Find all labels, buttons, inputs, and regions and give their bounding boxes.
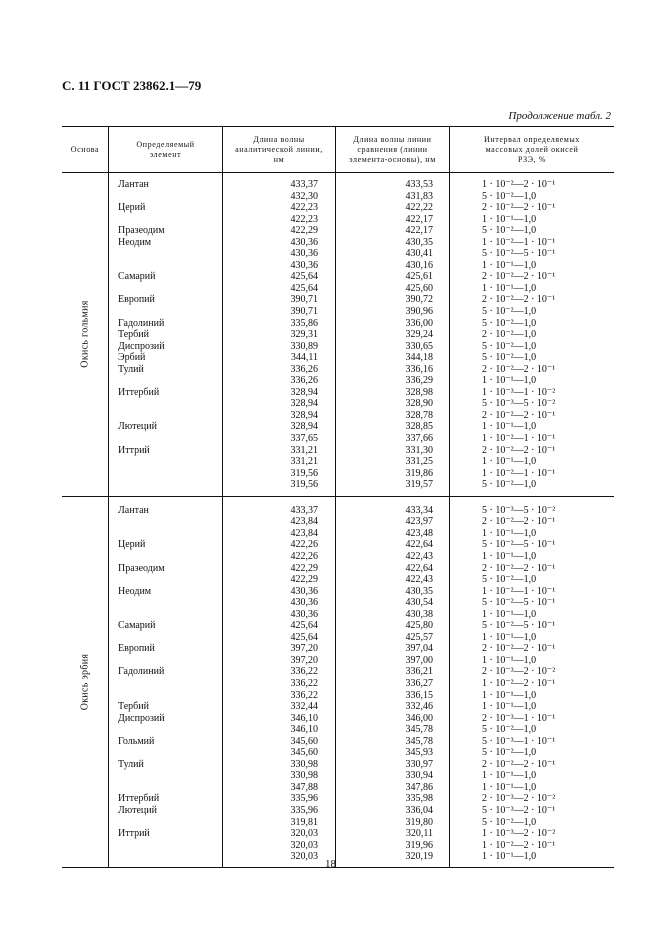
- comparison-wavelength: 344,18: [405, 352, 433, 364]
- element-name: Лантан: [118, 179, 149, 190]
- table-row: [62, 701, 614, 713]
- concentration-interval: 2 · 10⁻²—2 · 10⁻¹: [482, 643, 556, 655]
- analytical-wavelength: 422,29: [290, 562, 318, 574]
- concentration-interval: 2 · 10⁻²—2 · 10⁻¹: [482, 516, 556, 528]
- comparison-wavelength: 347,86: [405, 781, 433, 793]
- comparison-wavelength: 397,00: [405, 654, 433, 666]
- analytical-wavelength: 423,84: [290, 516, 318, 528]
- analytical-wavelength: 345,60: [290, 747, 318, 759]
- concentration-interval: 1 · 10⁻¹—1,0: [482, 608, 537, 620]
- concentration-interval: 1 · 10⁻³—1 · 10⁻²: [482, 386, 556, 398]
- table-row: [62, 456, 614, 468]
- table-row: [62, 260, 614, 272]
- data-table: [62, 126, 614, 868]
- analytical-wavelength: 330,98: [290, 770, 318, 782]
- table-row: [62, 179, 614, 191]
- table-row: [62, 747, 614, 759]
- concentration-interval: 2 · 10⁻²—2 · 10⁻¹: [482, 562, 556, 574]
- concentration-interval: 5 · 10⁻²—1,0: [482, 190, 537, 202]
- concentration-interval: 1 · 10⁻²—2 · 10⁻¹: [482, 179, 556, 190]
- element-name: Лютеций: [118, 421, 157, 433]
- comparison-wavelength: 423,48: [405, 527, 433, 539]
- comparison-wavelength: 331,25: [405, 456, 433, 468]
- table-row: [62, 505, 614, 517]
- element-name: Иттрий: [118, 828, 150, 840]
- element-name: Тербий: [118, 701, 149, 713]
- comparison-wavelength: 328,90: [405, 398, 433, 410]
- comparison-wavelength: 330,65: [405, 340, 433, 352]
- concentration-interval: 5 · 10⁻³—5 · 10⁻²: [482, 504, 556, 516]
- element-name: Празеодим: [118, 225, 165, 237]
- page-number: 18: [325, 858, 336, 870]
- concentration-interval: 2 · 10⁻²—2 · 10⁻¹: [482, 758, 556, 770]
- concentration-interval: 2 · 10⁻³—1 · 10⁻¹: [482, 712, 556, 724]
- analytical-wavelength: 335,96: [290, 804, 318, 816]
- comparison-wavelength: 425,61: [405, 271, 433, 283]
- analytical-wavelength: 346,10: [290, 712, 318, 724]
- concentration-interval: 1 · 10⁻¹—1,0: [482, 456, 537, 468]
- analytical-wavelength: 344,11: [290, 352, 318, 364]
- concentration-interval: 2 · 10⁻²—2 · 10⁻¹: [482, 409, 556, 421]
- concentration-interval: 1 · 10⁻¹—1,0: [482, 375, 537, 387]
- table-row: [62, 770, 614, 782]
- element-name: Тулий: [118, 363, 144, 375]
- analytical-wavelength: 430,36: [290, 236, 318, 248]
- analytical-wavelength: 336,26: [290, 375, 318, 387]
- column-header-comparison-line: Длина волны линии сравнения (линии элемента-основы), нм: [349, 134, 436, 164]
- element-name: Гадолиний: [118, 317, 165, 329]
- comparison-wavelength: 337,66: [405, 433, 433, 445]
- table-row: [62, 516, 614, 528]
- concentration-interval: 5 · 10⁻²—5 · 10⁻¹: [482, 620, 556, 632]
- concentration-interval: 5 · 10⁻²—1,0: [482, 306, 537, 318]
- analytical-wavelength: 336,26: [290, 363, 318, 375]
- concentration-interval: 5 · 10⁻³—5 · 10⁻²: [482, 398, 556, 410]
- table-section: [62, 173, 614, 497]
- table-row: [62, 433, 614, 445]
- comparison-wavelength: 319,57: [405, 479, 433, 491]
- table-row: [62, 840, 614, 852]
- table-row: [62, 364, 614, 376]
- concentration-interval: 1 · 10⁻¹—1,0: [482, 282, 537, 294]
- table-row: [62, 678, 614, 690]
- element-name: Неодим: [118, 236, 152, 248]
- element-name: Празеодим: [118, 562, 165, 574]
- table-row: [62, 202, 614, 214]
- table-row: [62, 828, 614, 840]
- comparison-wavelength: 319,96: [405, 839, 433, 851]
- comparison-wavelength: 336,21: [405, 666, 433, 678]
- analytical-wavelength: 331,21: [290, 456, 318, 468]
- element-name: Неодим: [118, 585, 152, 597]
- analytical-wavelength: 336,22: [290, 677, 318, 689]
- element-name: Самарий: [118, 620, 156, 632]
- table-continuation-note: Продолжение табл. 2: [508, 110, 611, 122]
- concentration-interval: 5 · 10⁻³—2 · 10⁻¹: [482, 804, 556, 816]
- analytical-wavelength: 433,37: [290, 179, 318, 190]
- comparison-wavelength: 422,17: [405, 213, 433, 225]
- concentration-interval: 1 · 10⁻¹—1,0: [482, 701, 537, 713]
- concentration-interval: 2 · 10⁻²—2 · 10⁻¹: [482, 363, 556, 375]
- analytical-wavelength: 422,23: [290, 202, 318, 214]
- comparison-wavelength: 430,35: [405, 585, 433, 597]
- analytical-wavelength: 425,64: [290, 620, 318, 632]
- concentration-interval: 2 · 10⁻²—2 · 10⁻¹: [482, 202, 556, 214]
- comparison-wavelength: 390,72: [405, 294, 433, 306]
- comparison-wavelength: 345,78: [405, 724, 433, 736]
- table-row: [62, 666, 614, 678]
- comparison-wavelength: 329,24: [405, 329, 433, 341]
- concentration-interval: 1 · 10⁻²—2 · 10⁻¹: [482, 839, 556, 851]
- analytical-wavelength: 345,60: [290, 735, 318, 747]
- analytical-wavelength: 328,94: [290, 421, 318, 433]
- table-row: [62, 410, 614, 422]
- element-name: Европий: [118, 294, 155, 306]
- page-header: С. 11 ГОСТ 23862.1—79: [62, 78, 202, 93]
- table-row: [62, 248, 614, 260]
- analytical-wavelength: 331,21: [290, 444, 318, 456]
- analytical-wavelength: 432,30: [290, 190, 318, 202]
- concentration-interval: 1 · 10⁻²—2 · 10⁻¹: [482, 677, 556, 689]
- table-row: [62, 191, 614, 203]
- comparison-wavelength: 331,30: [405, 444, 433, 456]
- analytical-wavelength: 430,36: [290, 608, 318, 620]
- element-name: Тулий: [118, 758, 144, 770]
- table-row: [62, 271, 614, 283]
- analytical-wavelength: 337,65: [290, 433, 318, 445]
- concentration-interval: 5 · 10⁻²—1,0: [482, 225, 537, 237]
- element-name: Диспрозий: [118, 340, 165, 352]
- element-name: Гадолиний: [118, 666, 165, 678]
- table-row: [62, 574, 614, 586]
- analytical-wavelength: 430,36: [290, 585, 318, 597]
- table-row: [62, 690, 614, 702]
- comparison-wavelength: 430,41: [405, 248, 433, 260]
- analytical-wavelength: 329,31: [290, 329, 318, 341]
- table-row: [62, 237, 614, 249]
- concentration-interval: 5 · 10⁻²—1,0: [482, 747, 537, 759]
- concentration-interval: 1 · 10⁻²—1 · 10⁻¹: [482, 467, 556, 479]
- element-name: Эрбий: [118, 352, 146, 364]
- table-row: [62, 318, 614, 330]
- analytical-wavelength: 425,64: [290, 282, 318, 294]
- table-row: [62, 609, 614, 621]
- analytical-wavelength: 335,86: [290, 317, 318, 329]
- concentration-interval: 1 · 10⁻¹—1,0: [482, 421, 537, 433]
- table-row: [62, 294, 614, 306]
- concentration-interval: 5 · 10⁻²—5 · 10⁻¹: [482, 597, 556, 609]
- base-material-label: Окись эрбия: [79, 653, 91, 711]
- comparison-wavelength: 422,22: [405, 202, 433, 214]
- element-name: Иттрий: [118, 444, 150, 456]
- concentration-interval: 1 · 10⁻¹—1,0: [482, 550, 537, 562]
- comparison-wavelength: 336,15: [405, 689, 433, 701]
- comparison-wavelength: 430,35: [405, 236, 433, 248]
- analytical-wavelength: 328,94: [290, 409, 318, 421]
- comparison-wavelength: 328,78: [405, 409, 433, 421]
- concentration-interval: 2 · 10⁻³—2 · 10⁻²: [482, 793, 556, 805]
- comparison-wavelength: 422,43: [405, 574, 433, 586]
- analytical-wavelength: 422,23: [290, 213, 318, 225]
- comparison-wavelength: 430,54: [405, 597, 433, 609]
- element-name: Гольмий: [118, 735, 155, 747]
- table-row: [62, 445, 614, 457]
- table-row: [62, 551, 614, 563]
- analytical-wavelength: 320,03: [290, 851, 318, 863]
- table-row: [62, 563, 614, 575]
- concentration-interval: 1 · 10⁻²—1 · 10⁻¹: [482, 585, 556, 597]
- comparison-wavelength: 397,04: [405, 643, 433, 655]
- comparison-wavelength: 422,43: [405, 550, 433, 562]
- analytical-wavelength: 433,37: [290, 504, 318, 516]
- analytical-wavelength: 319,56: [290, 479, 318, 491]
- table-row: [62, 421, 614, 433]
- element-name: Лантан: [118, 504, 149, 516]
- concentration-interval: 2 · 10⁻²—2 · 10⁻¹: [482, 271, 556, 283]
- concentration-interval: 5 · 10⁻²—1,0: [482, 574, 537, 586]
- concentration-interval: 2 · 10⁻²—2 · 10⁻¹: [482, 294, 556, 306]
- table-row: [62, 793, 614, 805]
- comparison-wavelength: 330,94: [405, 770, 433, 782]
- comparison-wavelength: 345,93: [405, 747, 433, 759]
- table-row: [62, 586, 614, 598]
- comparison-wavelength: 336,00: [405, 317, 433, 329]
- table-row: [62, 468, 614, 480]
- analytical-wavelength: 320,03: [290, 839, 318, 851]
- table-row: [62, 724, 614, 736]
- concentration-interval: 5 · 10⁻²—1,0: [482, 317, 537, 329]
- analytical-wavelength: 430,36: [290, 248, 318, 260]
- comparison-wavelength: 336,29: [405, 375, 433, 387]
- comparison-wavelength: 430,38: [405, 608, 433, 620]
- analytical-wavelength: 319,81: [290, 816, 318, 828]
- analytical-wavelength: 347,88: [290, 781, 318, 793]
- analytical-wavelength: 328,94: [290, 386, 318, 398]
- concentration-interval: 1 · 10⁻¹—1,0: [482, 213, 537, 225]
- comparison-wavelength: 328,98: [405, 386, 433, 398]
- concentration-interval: 1 · 10⁻¹—1,0: [482, 631, 537, 643]
- table-header: [62, 126, 614, 173]
- concentration-interval: 1 · 10⁻¹—1,0: [482, 259, 537, 271]
- element-name: Иттербий: [118, 793, 160, 805]
- comparison-wavelength: 423,97: [405, 516, 433, 528]
- concentration-interval: 5 · 10⁻²—5 · 10⁻¹: [482, 248, 556, 260]
- comparison-wavelength: 320,19: [405, 851, 433, 863]
- base-material-label: Окись гольмия: [79, 300, 91, 369]
- comparison-wavelength: 336,16: [405, 363, 433, 375]
- comparison-wavelength: 346,00: [405, 712, 433, 724]
- analytical-wavelength: 422,26: [290, 550, 318, 562]
- comparison-wavelength: 332,46: [405, 701, 433, 713]
- element-name: Европий: [118, 643, 155, 655]
- column-header-interval: Интервал определяемых массовых долей окисей РЗЭ, %: [484, 134, 580, 164]
- table-row: [62, 398, 614, 410]
- concentration-interval: 1 · 10⁻²—1 · 10⁻¹: [482, 236, 556, 248]
- column-header-base: Основа: [70, 144, 100, 154]
- analytical-wavelength: 425,64: [290, 271, 318, 283]
- concentration-interval: 2 · 10⁻³—2 · 10⁻²: [482, 666, 556, 678]
- table-row: [62, 736, 614, 748]
- analytical-wavelength: 335,96: [290, 793, 318, 805]
- concentration-interval: 1 · 10⁻¹—1,0: [482, 654, 537, 666]
- concentration-interval: 1 · 10⁻²—1 · 10⁻¹: [482, 433, 556, 445]
- table-row: [62, 805, 614, 817]
- table-row: [62, 597, 614, 609]
- analytical-wavelength: 332,44: [290, 701, 318, 713]
- comparison-wavelength: 425,80: [405, 620, 433, 632]
- analytical-wavelength: 422,29: [290, 574, 318, 586]
- analytical-wavelength: 390,71: [290, 294, 318, 306]
- comparison-wavelength: 431,83: [405, 190, 433, 202]
- analytical-wavelength: 336,22: [290, 689, 318, 701]
- concentration-interval: 1 · 10⁻¹—1,0: [482, 781, 537, 793]
- comparison-wavelength: 422,17: [405, 225, 433, 237]
- analytical-wavelength: 422,29: [290, 225, 318, 237]
- analytical-wavelength: 430,36: [290, 259, 318, 271]
- table-row: [62, 620, 614, 632]
- analytical-wavelength: 423,84: [290, 527, 318, 539]
- concentration-interval: 5 · 10⁻²—1,0: [482, 724, 537, 736]
- element-name: Церий: [118, 539, 146, 551]
- analytical-wavelength: 319,56: [290, 467, 318, 479]
- comparison-wavelength: 336,27: [405, 677, 433, 689]
- table-row: [62, 329, 614, 341]
- element-name: Иттербий: [118, 386, 160, 398]
- concentration-interval: 1 · 10⁻³—2 · 10⁻²: [482, 828, 556, 840]
- comparison-wavelength: 425,60: [405, 282, 433, 294]
- table-row: [62, 352, 614, 364]
- comparison-wavelength: 433,53: [405, 179, 433, 190]
- table-row: [62, 375, 614, 387]
- column-header-element: Определяемый элемент: [136, 139, 195, 159]
- comparison-wavelength: 319,86: [405, 467, 433, 479]
- analytical-wavelength: 422,26: [290, 539, 318, 551]
- analytical-wavelength: 346,10: [290, 724, 318, 736]
- analytical-wavelength: 425,64: [290, 631, 318, 643]
- table-row: [62, 283, 614, 295]
- table-row: [62, 655, 614, 667]
- comparison-wavelength: 422,64: [405, 562, 433, 574]
- comparison-wavelength: 422,64: [405, 539, 433, 551]
- comparison-wavelength: 335,98: [405, 793, 433, 805]
- comparison-wavelength: 328,85: [405, 421, 433, 433]
- element-name: Тербий: [118, 329, 149, 341]
- table-row: [62, 632, 614, 644]
- comparison-wavelength: 430,16: [405, 259, 433, 271]
- concentration-interval: 5 · 10⁻³—1 · 10⁻¹: [482, 735, 556, 747]
- table-row: [62, 759, 614, 771]
- comparison-wavelength: 345,78: [405, 735, 433, 747]
- analytical-wavelength: 330,98: [290, 758, 318, 770]
- table-row: [62, 782, 614, 794]
- table-row: [62, 539, 614, 551]
- analytical-wavelength: 320,03: [290, 828, 318, 840]
- table-row: [62, 341, 614, 353]
- analytical-wavelength: 390,71: [290, 306, 318, 318]
- concentration-interval: 5 · 10⁻²—1,0: [482, 352, 537, 364]
- table-row: [62, 387, 614, 399]
- table-row: [62, 817, 614, 829]
- element-name: Лютеций: [118, 804, 157, 816]
- table-row: [62, 306, 614, 318]
- table-row: [62, 214, 614, 226]
- concentration-interval: 1 · 10⁻¹—1,0: [482, 770, 537, 782]
- table-row: [62, 225, 614, 237]
- comparison-wavelength: 330,97: [405, 758, 433, 770]
- concentration-interval: 2 · 10⁻²—1,0: [482, 329, 537, 341]
- concentration-interval: 1 · 10⁻¹—1,0: [482, 851, 537, 863]
- comparison-wavelength: 336,04: [405, 804, 433, 816]
- table-row: [62, 479, 614, 491]
- concentration-interval: 5 · 10⁻²—1,0: [482, 816, 537, 828]
- table-row: [62, 643, 614, 655]
- element-name: Диспрозий: [118, 712, 165, 724]
- element-name: Церий: [118, 202, 146, 214]
- analytical-wavelength: 397,20: [290, 654, 318, 666]
- comparison-wavelength: 433,34: [405, 504, 433, 516]
- concentration-interval: 5 · 10⁻²—1,0: [482, 479, 537, 491]
- analytical-wavelength: 330,89: [290, 340, 318, 352]
- comparison-wavelength: 320,11: [405, 828, 433, 840]
- element-name: Самарий: [118, 271, 156, 283]
- concentration-interval: 1 · 10⁻¹—1,0: [482, 689, 537, 701]
- concentration-interval: 1 · 10⁻¹—1,0: [482, 527, 537, 539]
- table-row: [62, 713, 614, 725]
- comparison-wavelength: 390,96: [405, 306, 433, 318]
- analytical-wavelength: 397,20: [290, 643, 318, 655]
- table-section: [62, 497, 614, 868]
- concentration-interval: 5 · 10⁻²—1,0: [482, 340, 537, 352]
- analytical-wavelength: 336,22: [290, 666, 318, 678]
- analytical-wavelength: 430,36: [290, 597, 318, 609]
- table-row: [62, 528, 614, 540]
- comparison-wavelength: 425,57: [405, 631, 433, 643]
- concentration-interval: 2 · 10⁻²—2 · 10⁻¹: [482, 444, 556, 456]
- comparison-wavelength: 319,80: [405, 816, 433, 828]
- column-header-analytical-line: Длина волны аналитической линии, нм: [235, 134, 323, 164]
- concentration-interval: 5 · 10⁻²—5 · 10⁻¹: [482, 539, 556, 551]
- analytical-wavelength: 328,94: [290, 398, 318, 410]
